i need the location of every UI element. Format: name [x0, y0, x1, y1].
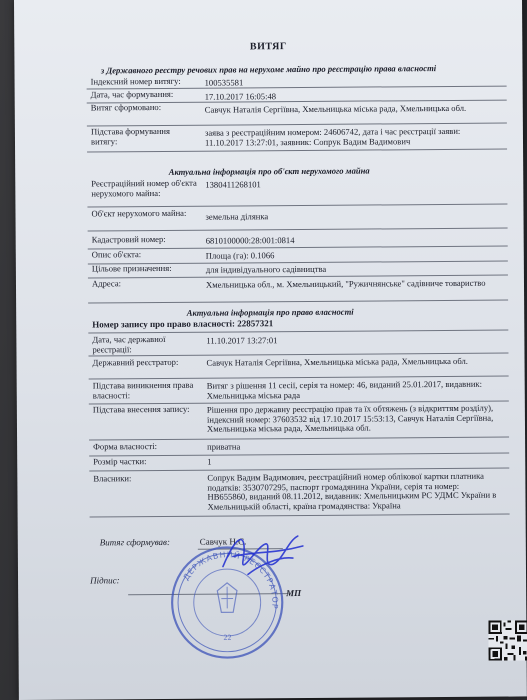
object-description-value: Площа (га): 0.1066 — [205, 250, 275, 261]
address-value: Хмельницька обл., м. Хмельницький, "Ружичнянське" садівниче товариство — [205, 277, 486, 290]
object-description-label: Опис об'єкта: — [91, 249, 142, 260]
formed-by-value: Савчук Наталія Сергіївна, Хмельницька міська рада, Хмельницька обл. — [204, 102, 467, 115]
date-formed-label: Дата, час формування: — [90, 88, 174, 100]
stamp-date: 22 — [223, 632, 232, 642]
entry-basis-label: Підстава внесення запису: — [92, 403, 190, 415]
registrar-label: Державний реєстратор: — [92, 356, 179, 368]
registration-date-label: Дата, час державної реєстрації: — [92, 333, 166, 355]
ownership-basis-label: Підстава виникнення права власності: — [92, 379, 194, 401]
object-type-label: Об'єкт нерухомого майна: — [91, 207, 187, 219]
index-number-value: 100535581 — [204, 77, 244, 88]
divider — [88, 330, 508, 334]
owners-label: Власники: — [93, 473, 132, 484]
entry-basis-value: Рішення про державну реєстрацію прав та їх обтяжень (з відкриттям розділу), індексний номер: 37603532 від 17.10.2017 15:53:13, Савчук Наталія Сергіївна, Хмельницька міська рада, Хмельницька обл. — [206, 402, 494, 434]
divider — [89, 437, 509, 441]
ownership-form-value: приватна — [207, 441, 241, 452]
record-number: Номер запису про право власності: 22857321 — [92, 318, 274, 330]
stamp-ring-text: ДЕРЖАВНИЙ РЕЄСТРАТОР — [181, 550, 280, 610]
formed-by-footer-name: Савчук Н.С. — [199, 536, 247, 547]
divider — [88, 246, 508, 250]
divider — [88, 300, 508, 304]
section-object-title: Актуальна інформація про об'єкт нерухомого майна — [168, 165, 370, 177]
cadastral-number-value: 6810100000:28:001:0814 — [205, 235, 295, 246]
registrar-value: Савчук Наталія Сергіївна, Хмельницька міська рада, Хмельницька обл. — [206, 355, 468, 368]
object-type-value: земельна ділянка — [205, 211, 269, 222]
registration-date-value: 11.10.2017 13:27:01 — [206, 335, 278, 346]
formed-by-label: Витяг сформовано: — [90, 101, 162, 113]
ownership-basis-value: Витяг з рішення 11 сесії, серія та номер: 46, виданий 25.01.2017, видавник: Хмельницька міська рада — [206, 378, 483, 401]
owners-value: Сопрук Вадим Вадимович, реєстраційний номер облікової картки платника податків: 3530707295, паспорт громадянина України, серія та номер: НВ655860, виданий 08.11.2012, видавник: Хмельницьким РС УДМС України в Хмельницькій області, країна громадянства: Україна — [207, 470, 497, 512]
divider — [89, 453, 509, 457]
index-number-label: Індексний номер витягу: — [90, 75, 181, 87]
object-reg-number-label: Реєстраційний номер об'єкта нерухомого майна: — [91, 177, 197, 199]
divider — [90, 514, 510, 518]
qr-code — [488, 614, 527, 666]
purpose-label: Цільове призначення: — [91, 262, 172, 274]
ownership-form-label: Форма власності: — [93, 441, 158, 452]
purpose-value: для індивідуального садівництва — [205, 263, 327, 275]
doc-subtitle: з Державного реєстру речових прав на нерухоме майно про реєстрацію права власності — [100, 63, 437, 76]
share-size-label: Розмір частки: — [93, 456, 147, 467]
address-label: Адреса: — [91, 278, 122, 289]
divider — [87, 204, 507, 208]
doc-title: ВИТЯГ — [249, 41, 287, 53]
formation-basis-value: заява з реєстраційним номером: 24606742, дата і час реєстрації заяви: 11.10.2017 13:27:01, заявник: Сопрук Вадим Вадимович — [204, 125, 461, 148]
share-size-value: 1 — [207, 456, 212, 467]
formed-by-footer-label: Витяг сформував: — [99, 536, 170, 548]
cadastral-number-label: Кадастровий номер: — [91, 233, 166, 245]
divider — [87, 149, 507, 153]
handwritten-signature — [203, 526, 313, 587]
section-ownership-title: Актуальна інформація про право власності — [186, 306, 354, 318]
object-reg-number-value: 1380411268101 — [205, 179, 261, 190]
mp-mark: МП — [286, 588, 302, 599]
signature-label: Підпис: — [90, 575, 120, 586]
divider — [88, 228, 508, 232]
date-formed-value: 17.10.2017 16:05:48 — [204, 91, 277, 102]
document-sheet — [14, 0, 527, 700]
formation-basis-label: Підстава формування витягу: — [90, 125, 170, 147]
